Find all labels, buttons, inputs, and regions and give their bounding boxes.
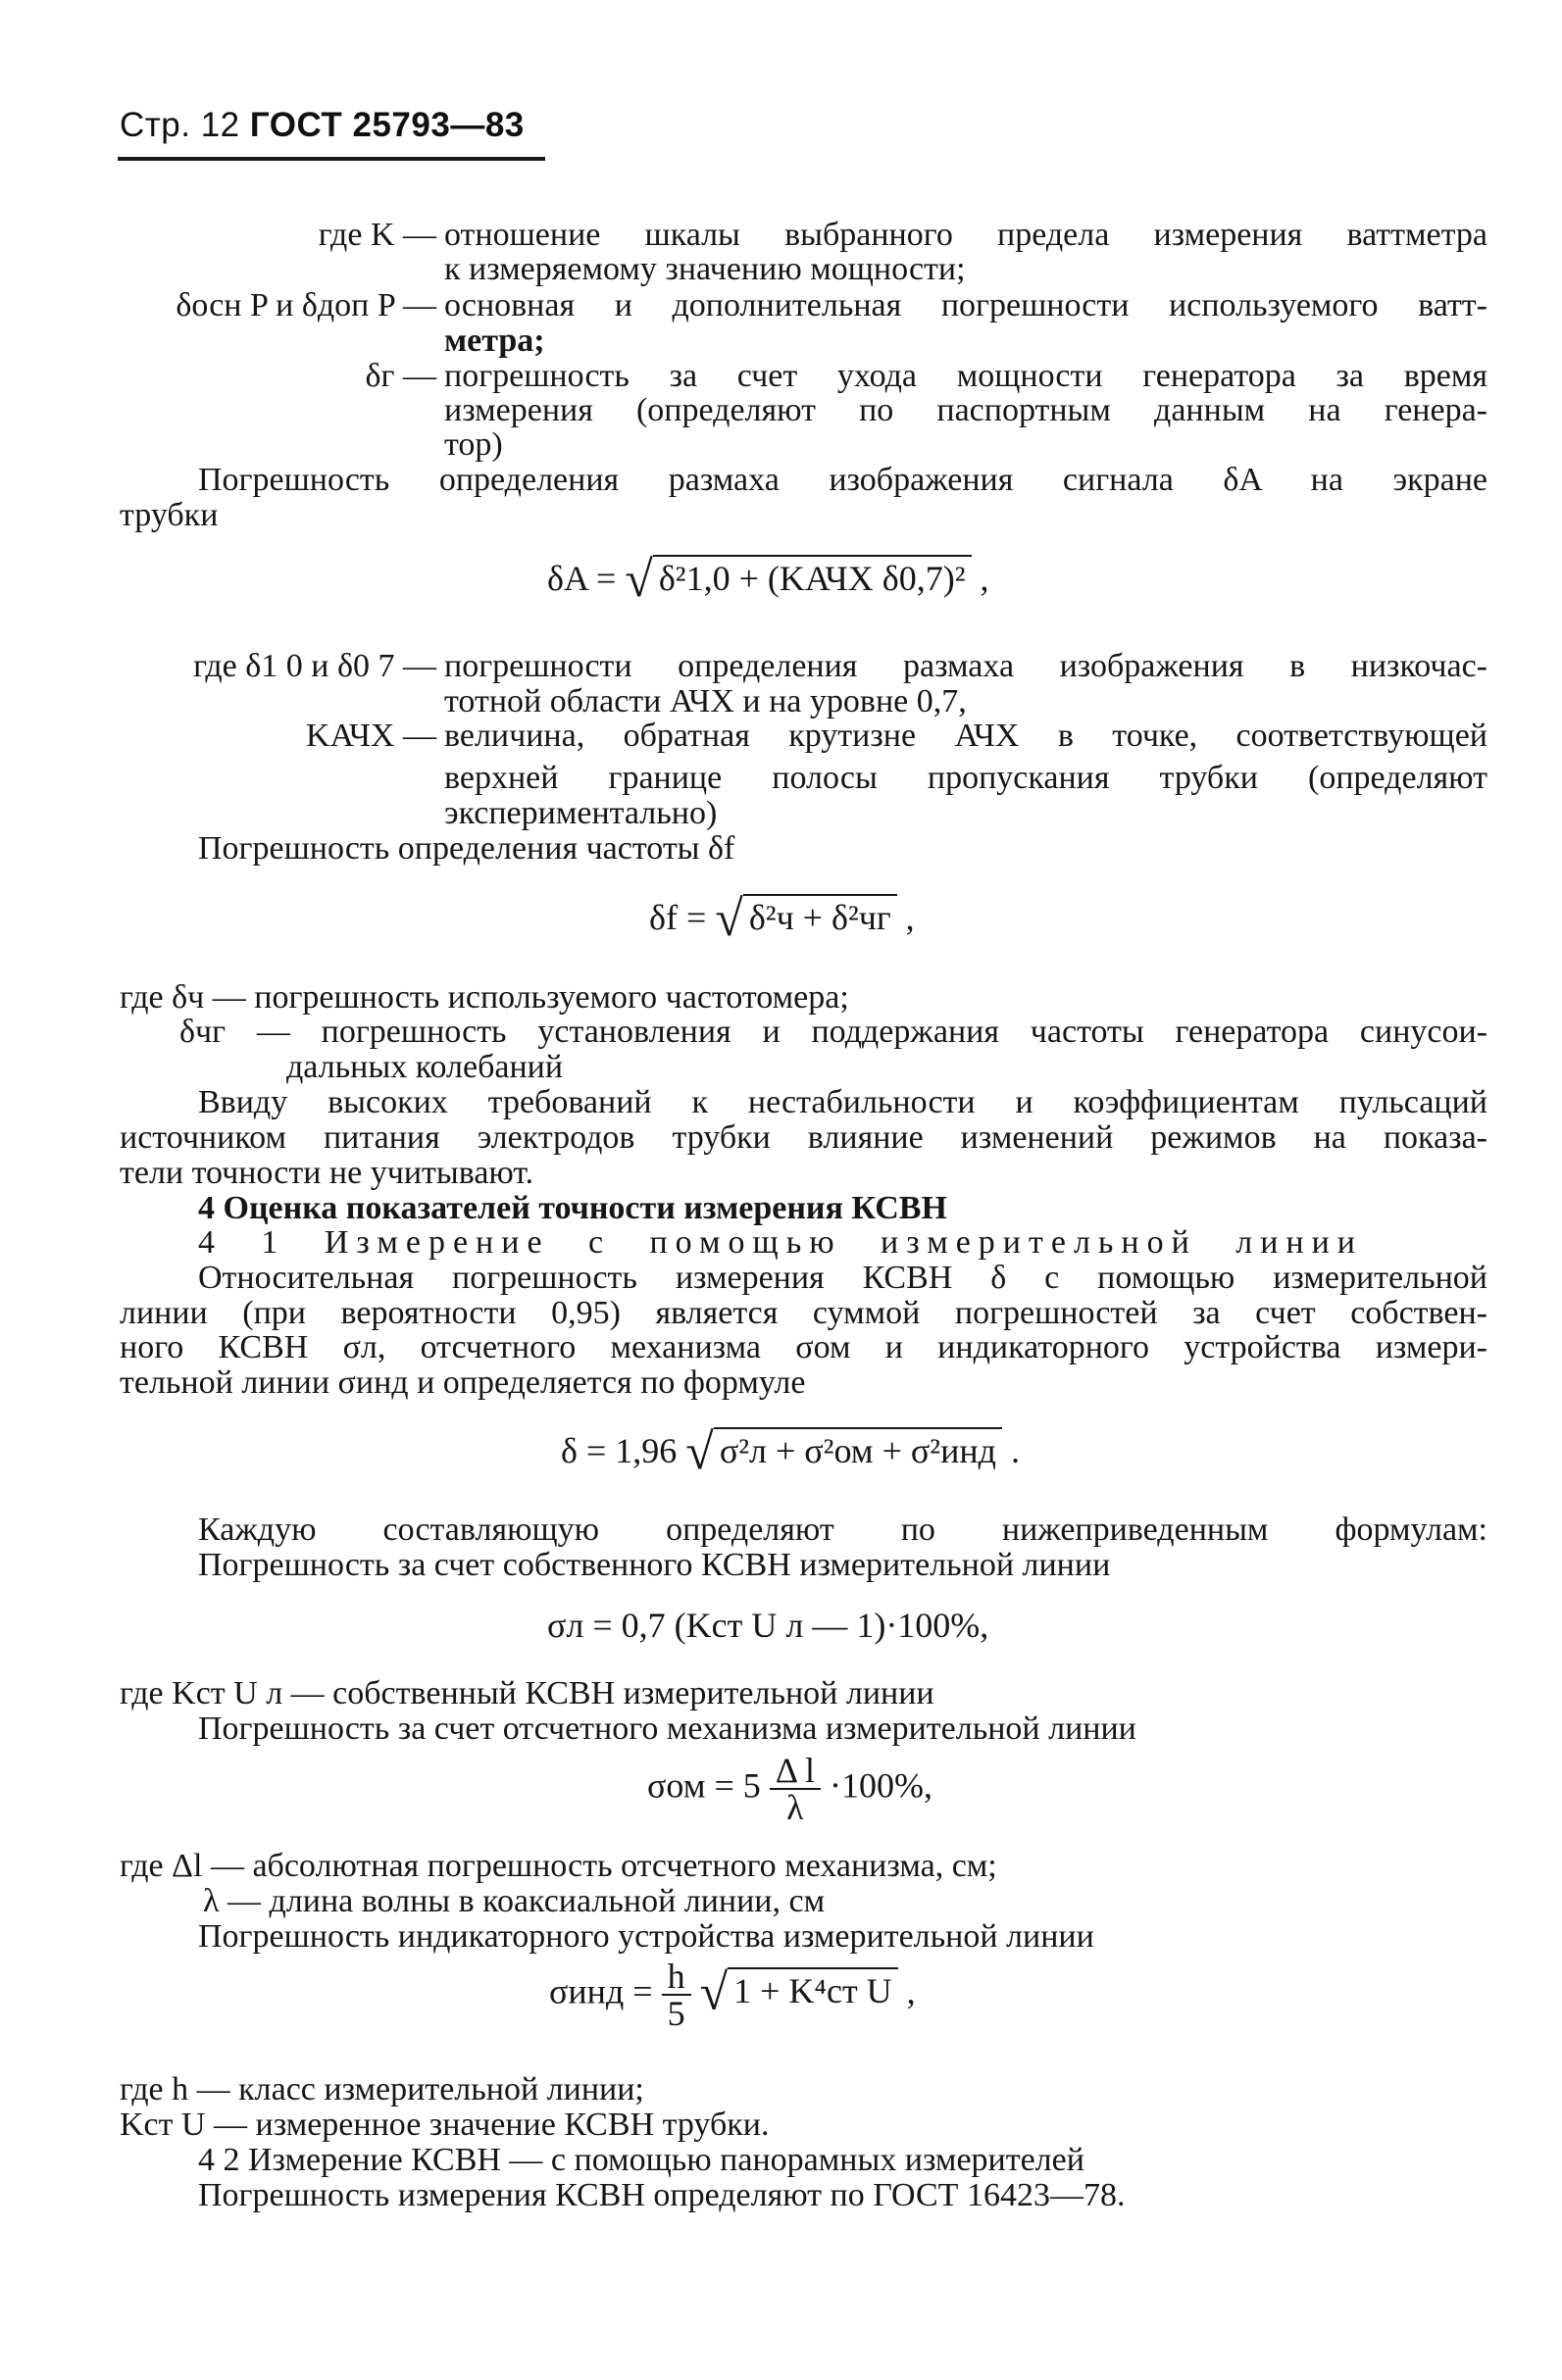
def-kachx-line1: величина, обратная крутизне АЧХ в точке, соответствующей — [444, 718, 1487, 754]
def-k-label: где K — — [318, 217, 436, 253]
para-each-component: Каждую составляющую определяют по нижеприведенным формулам: — [198, 1512, 1487, 1548]
formula-delta-f-radicand: δ²ч + δ²чг — [743, 894, 897, 935]
para-own-swr: Погрешность за счет собственного КСВН измерительной линии — [198, 1547, 1111, 1583]
def-delta-ch: где δч — погрешность используемого частотомера; — [120, 979, 849, 1016]
header-rule — [118, 157, 545, 161]
para-indicator: Погрешность индикаторного устройства измерительной линии — [198, 1918, 1094, 1955]
formula-delta-a-tail: , — [980, 559, 989, 598]
formula-delta — [561, 1424, 1020, 1480]
def-kachx-line3: экспериментально) — [444, 795, 718, 831]
para-stability-line1: Ввиду высоких требований к нестабильности и коэффициентам пульсаций — [198, 1084, 1487, 1120]
def-kachx-label: KАЧХ — — [305, 718, 436, 754]
para-last: Погрешность измерения КСВН определяют по ГОСТ 16423—78. — [198, 2177, 1126, 2213]
formula-delta-f — [649, 891, 915, 947]
formula-delta-f-tail: , — [905, 898, 915, 937]
def-delta-l: где Δl — абсолютная погрешность отсчетного механизма, см; — [120, 1848, 997, 1884]
formula-sigma-om-fraction — [770, 1753, 821, 1825]
formula-sigma-ind-fraction — [662, 1959, 691, 2031]
def-delta-osn-label: δосн P и δдоп P — — [176, 287, 436, 323]
formula-sigma-om-lhs: σом = 5 — [647, 1765, 761, 1806]
formula-delta-a-lhs: δA = — [547, 559, 617, 598]
formula-delta-f-lhs: δf = — [649, 898, 707, 937]
page-number: Стр. 12 — [120, 106, 240, 144]
section-4-para-line2: линии (при вероятности 0,95) является суммой погрешностей за счет собствен- — [120, 1295, 1487, 1331]
para-frequency: Погрешность определения частоты δf — [198, 830, 735, 867]
fraction-denominator: 5 — [667, 1994, 685, 2033]
para-stability-line3: тели точности не учитывают. — [120, 1155, 534, 1191]
def-delta-10-line1: погрешности определения размаха изображения в низкочас- — [444, 648, 1487, 684]
def-k-line1: отношение шкалы выбранного предела измерения ваттметра — [444, 217, 1487, 253]
section-4-para-line1: Относительная погрешность измерения КСВН δ с помощью измерительной — [198, 1260, 1487, 1296]
def-delta-g-line2: измерения (определяют по паспортным данным на генера- — [444, 392, 1487, 428]
def-delta-chg-line1: δчг — погрешность установления и поддержания частоты генератора синусои- — [179, 1014, 1487, 1050]
subsection-4-2-heading: 4 2 Измерение КСВН — с помощью панорамных измерителей — [198, 2142, 1084, 2178]
para-mechanism: Погрешность за счет отсчетного механизма измерительной линии — [198, 1711, 1136, 1747]
subsection-4-1-heading: 4 1 Измерение с помощью измерительной линии — [198, 1224, 1363, 1261]
formula-sigma-ind — [549, 1959, 916, 2031]
para-amplitude-line2: трубки — [120, 497, 219, 533]
radical-sign-icon: √ — [699, 1964, 729, 2021]
def-delta-g-line1: погрешность за счет ухода мощности генератора за время — [444, 358, 1487, 394]
fraction-denominator: λ — [786, 1788, 804, 1827]
formula-sigma-ind-lhs: σинд = — [549, 1971, 653, 2011]
def-k-line2: к измеряемому значению мощности; — [444, 251, 966, 287]
radical-sign-icon: √ — [715, 891, 743, 947]
def-kachx-line2: верхней границе полосы пропускания трубки (определяют — [444, 760, 1487, 796]
fraction-numerator: h — [662, 1959, 691, 1996]
para-amplitude-line1: Погрешность определения размаха изображения сигнала δA на экране — [198, 462, 1487, 498]
def-delta-chg-line2: дальных колебаний — [286, 1049, 564, 1085]
formula-sigma-ind-radicand: 1 + K⁴ст U — [728, 1967, 898, 2008]
def-delta-osn-line2: метра; — [444, 322, 545, 359]
section-4-para-line3: ного КСВН σл, отсчетного механизма σом и индикаторного устройства измери- — [120, 1329, 1487, 1365]
para-stability-line2: источником питания электродов трубки влияние изменений режимов на показа- — [120, 1119, 1487, 1156]
def-delta-osn-line1: основная и дополнительная погрешности используемого ватт- — [444, 287, 1487, 323]
def-kst-ul: где Kст U л — собственный КСВН измерительной линии — [120, 1675, 934, 1711]
fraction-numerator: Δ l — [770, 1753, 821, 1790]
def-kst-u: Kст U — измеренное значение КСВН трубки. — [120, 2107, 770, 2143]
formula-sigma-om-tail: ·100%, — [829, 1765, 932, 1806]
radical-sign-icon: √ — [625, 552, 653, 608]
formula-delta-radicand: σ²л + σ²ом + σ²инд — [714, 1427, 1002, 1468]
formula-delta-tail: . — [1010, 1431, 1020, 1470]
section-4-para-line4: тельной линии σинд и определяется по формуле — [120, 1364, 806, 1401]
section-4-heading: 4 Оценка показателей точности измерения КСВН — [198, 1190, 947, 1226]
def-delta-10-line2: тотной области АЧХ и на уровне 0,7, — [444, 683, 967, 719]
page-header — [120, 108, 525, 143]
formula-sigma-ind-tail: , — [906, 1971, 916, 2011]
def-delta-g-label: δг — — [365, 358, 436, 394]
def-h: где h — класс измерительной линии; — [120, 2071, 644, 2107]
radical-sign-icon: √ — [685, 1424, 714, 1480]
def-delta-g-line3: тор) — [444, 426, 503, 463]
def-lambda: λ — длина волны в коаксиальной линии, см — [203, 1883, 826, 1919]
formula-delta-lhs: δ = 1,96 — [561, 1431, 678, 1470]
formula-delta-a-radicand: δ²1,0 + (KАЧХ δ0,7)² — [653, 555, 972, 596]
formula-sigma-l: σл = 0,7 (Kст U л — 1)·100%, — [547, 1606, 989, 1645]
formula-sigma-om — [647, 1753, 932, 1825]
standard-number: ГОСТ 25793—83 — [249, 106, 525, 144]
def-delta-10-label: где δ1 0 и δ0 7 — — [193, 648, 436, 684]
formula-delta-a — [547, 552, 989, 608]
